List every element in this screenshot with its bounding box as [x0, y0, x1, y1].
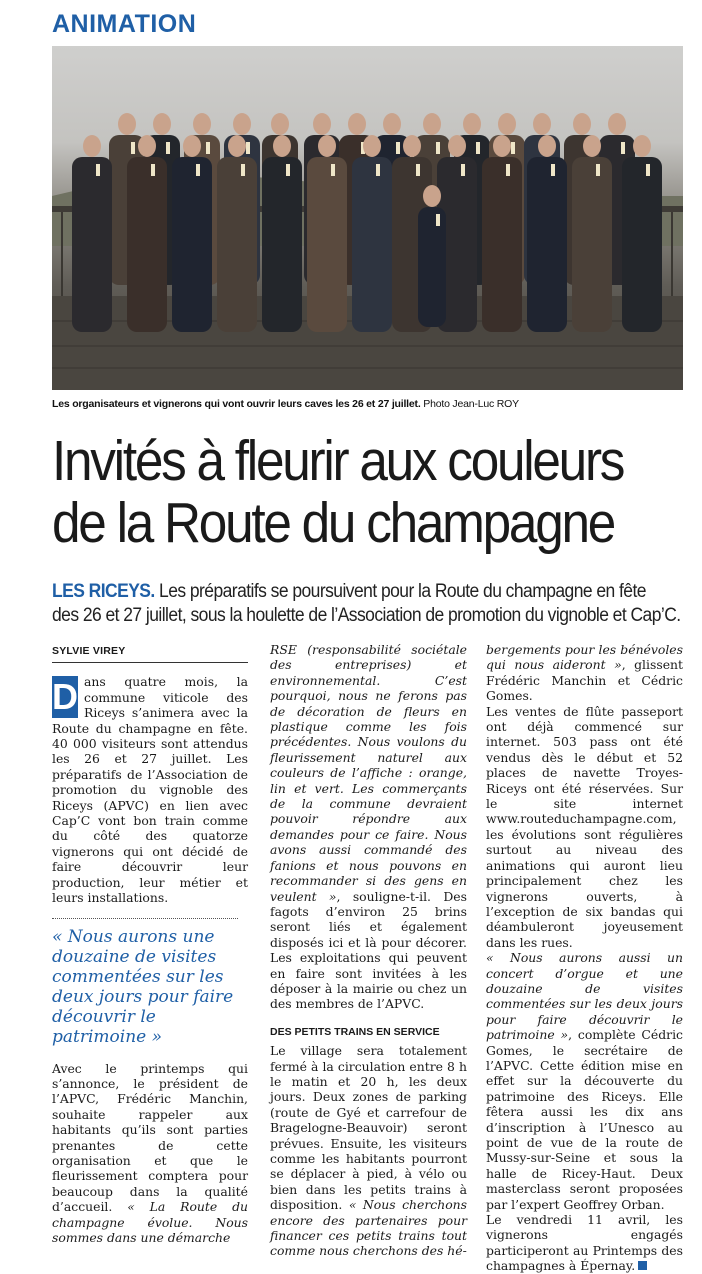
caption-text: Les organisateurs et vignerons qui vont ouvrir leurs caves les 26 et 27 juillet.: [52, 398, 421, 410]
champagne-glass: [511, 142, 515, 154]
champagne-glass: [331, 164, 335, 176]
person-body: [352, 157, 392, 332]
person-head: [118, 113, 136, 135]
person-body: [127, 157, 167, 332]
col3-p4-text: Le vendredi 11 avril, les vignerons engagés participeront au Printemps des champagnes à Épernay.: [486, 1212, 683, 1274]
person-body: [482, 157, 522, 332]
person-head: [233, 113, 251, 135]
group-photo: [52, 46, 683, 390]
person-head: [403, 135, 421, 157]
person-head: [608, 113, 626, 135]
champagne-glass: [96, 164, 100, 176]
headline: [52, 430, 628, 554]
champagne-glass: [436, 214, 440, 226]
person-body: [217, 157, 257, 332]
col3-paragraph-1: [486, 642, 683, 704]
person-head: [228, 135, 246, 157]
person-head: [348, 113, 366, 135]
pull-quote-divider: [52, 918, 238, 919]
headline-line-2: de la Route du champagne: [52, 491, 615, 555]
person-body: [527, 157, 567, 332]
champagne-glass: [646, 164, 650, 176]
col2-p2-text: Le village sera totalement fermé à la circulation entre 8 h le matin et 20 h, les deux jours. Deux zones de parking (route de Gyé et carrefour de Bragelogne-Beauvoir) seront prévues. Ensuite, les visiteurs comme les habitants pourront se déplacer à pied, à vélo ou bien dans les petits trains à disposition.: [270, 1043, 467, 1213]
person-head: [538, 135, 556, 157]
col1-paragraph-2: [52, 1061, 248, 1246]
headline-line-1: Invités à fleurir aux couleurs: [52, 429, 624, 493]
col3-paragraph-4: [486, 1212, 683, 1274]
champagne-glass: [166, 142, 170, 154]
lead-line-2: des 26 et 27 juillet, sous la houlette de l’Association de promotion du vignoble et Cap’C.: [52, 605, 681, 626]
article-column-3: [486, 642, 683, 1274]
champagne-glass: [621, 142, 625, 154]
champagne-glass: [416, 164, 420, 176]
col2-p1-text: , souligne-t-il. Des fagots d’environ 25 brins seront liés et également disposés ici et là pour décorer. Les exploitations qui peuvent en faire sont invitées à les déposer à la mairie ou chez un des membres de l’APVC.: [270, 888, 467, 1012]
champagne-glass: [151, 164, 155, 176]
person-head: [448, 135, 466, 157]
champagne-glass: [596, 164, 600, 176]
lead-paragraph: [52, 580, 681, 628]
col3-p1-text: , glissent Frédéric Manchin et Cédric Gomes.: [486, 657, 683, 704]
person-head: [423, 185, 441, 207]
person-head: [533, 113, 551, 135]
person-head: [183, 135, 201, 157]
col3-p1-quote: bergements pour les bénévoles qui nous aideront »: [486, 642, 683, 673]
col3-p3-text: , complète Cédric Gomes, le secrétaire de l’APVC. Cette édition mise en effet sur la découverte du patrimoine des Riceys. Elle fêtera aussi les dix ans d’inscription à l’Unesco au point de vue de la route de Mussy-sur-Seine et sous la halle de Ricey-Haut. Deux masterclass seront proposées par l’expert Geoffrey Orban.: [486, 1027, 683, 1212]
pull-quote: « Nous aurons une douzaine de visites commentées sur les deux jours pour faire découvrir le patrimoine »: [52, 926, 234, 1047]
col2-paragraph-1: [270, 642, 467, 1012]
intro-text: ans quatre mois, la commune viticole des Riceys s’animera avec la Route du champagne en fête. 40 000 visiteurs sont attendus les 26 et 27 juillet. Les préparatifs de l’Association de promotion du vignoble des Riceys (APVC) en lien avec Cap’C vont bon train comme du côté des quatorze vignerons qui ont décidé de faire découvrir leur production, leur métier et leurs installations.: [52, 674, 248, 906]
person-head: [138, 135, 156, 157]
person-body: [418, 207, 446, 327]
article-column-1: [52, 644, 248, 1245]
champagne-glass: [551, 164, 555, 176]
col3-p3-quote: « Nous aurons aussi un concert d’orgue et une douzaine de visites commentées sur les deux jours pour faire découvrir le patrimoine »: [486, 950, 683, 1043]
section-rubric: ANIMATION: [52, 10, 197, 38]
byline: SYLVIE VIREY: [52, 644, 248, 663]
lead-place: LES RICEYS.: [52, 581, 155, 602]
person-head: [573, 113, 591, 135]
photo-credit: Photo Jean-Luc ROY: [420, 398, 519, 410]
champagne-glass: [506, 164, 510, 176]
person-head: [633, 135, 651, 157]
person-head: [463, 113, 481, 135]
person-head: [383, 113, 401, 135]
person-body: [262, 157, 302, 332]
col1-p2-quote: « La Route du champagne évolue. Nous sommes dans une démarche: [52, 1199, 248, 1245]
subheading-trains: DES PETITS TRAINS EN SERVICE: [270, 1025, 440, 1038]
intro-paragraph: [52, 674, 248, 905]
person-head: [498, 113, 516, 135]
champagne-glass: [376, 164, 380, 176]
champagne-glass: [461, 164, 465, 176]
person-body: [572, 157, 612, 332]
person-head: [493, 135, 511, 157]
col1-p2-text: Avec le printemps qui s’annonce, le président de l’APVC, Frédéric Manchin, souhaite rappeler aux habitants qu’ils sont parties prenantes de cette organisation et que le fleurissement comptera pour beaucoup dans la qualité d’accueil.: [52, 1060, 248, 1215]
person-body: [622, 157, 662, 332]
champagne-glass: [286, 164, 290, 176]
col2-p2-quote: « Nous cherchons encore des partenaires pour financer ces petits trains tout comme nous cherchons des hé-: [270, 1197, 467, 1259]
article-column-2: [270, 642, 467, 1259]
person-head: [363, 135, 381, 157]
champagne-glass: [241, 164, 245, 176]
champagne-glass: [476, 142, 480, 154]
champagne-glass: [196, 164, 200, 176]
person-body: [72, 157, 112, 332]
champagne-glass: [131, 142, 135, 154]
person-head: [583, 135, 601, 157]
lead-line-1: Les préparatifs se poursuivent pour la Route du champagne en fête: [154, 581, 646, 602]
person-head: [193, 113, 211, 135]
col3-paragraph-3: [486, 950, 683, 1212]
person-body: [172, 157, 212, 332]
champagne-glass: [396, 142, 400, 154]
person-head: [423, 113, 441, 135]
person-head: [273, 135, 291, 157]
col2-paragraph-2: [270, 1043, 467, 1259]
person-head: [83, 135, 101, 157]
col2-p1-quote: RSE (responsabilité sociétale des entreprises) et environnemental. C’est pourquoi, nous ne ferons pas de décoration de fleurs en plastique comme les fois précédentes. Nous voulons du fleurissement naturel aux couleurs de l’affiche : orange, lin et vert. Les commerçants de la commune devraient pouvoir répondre aux demandes pour ce faire. Nous avons aussi commandé des fanions et nous pouvons en recommander si des gens en veulent »: [270, 642, 467, 904]
person-head: [271, 113, 289, 135]
person-head: [318, 135, 336, 157]
photo-caption: [52, 398, 692, 410]
champagne-glass: [206, 142, 210, 154]
champagne-glass: [436, 142, 440, 154]
end-of-article-mark: [638, 1261, 647, 1270]
person-body: [307, 157, 347, 332]
person-head: [153, 113, 171, 135]
col3-paragraph-2: Les ventes de flûte passeport ont déjà commencé sur internet. 503 pass ont été vendus dès le début et 52 places de navette Troyes-Riceys ont été réservées. Sur le site internet www.routeduchampagne.com, les évolutions sont régulières surtout au niveau des animations qui auront lieu principalement chez les vignerons ouverts, à l’exception de six bandas qui déambuleront joyeusement dans les rues.: [486, 703, 683, 950]
person-head: [313, 113, 331, 135]
champagne-glass: [246, 142, 250, 154]
drop-cap: D: [52, 676, 78, 718]
